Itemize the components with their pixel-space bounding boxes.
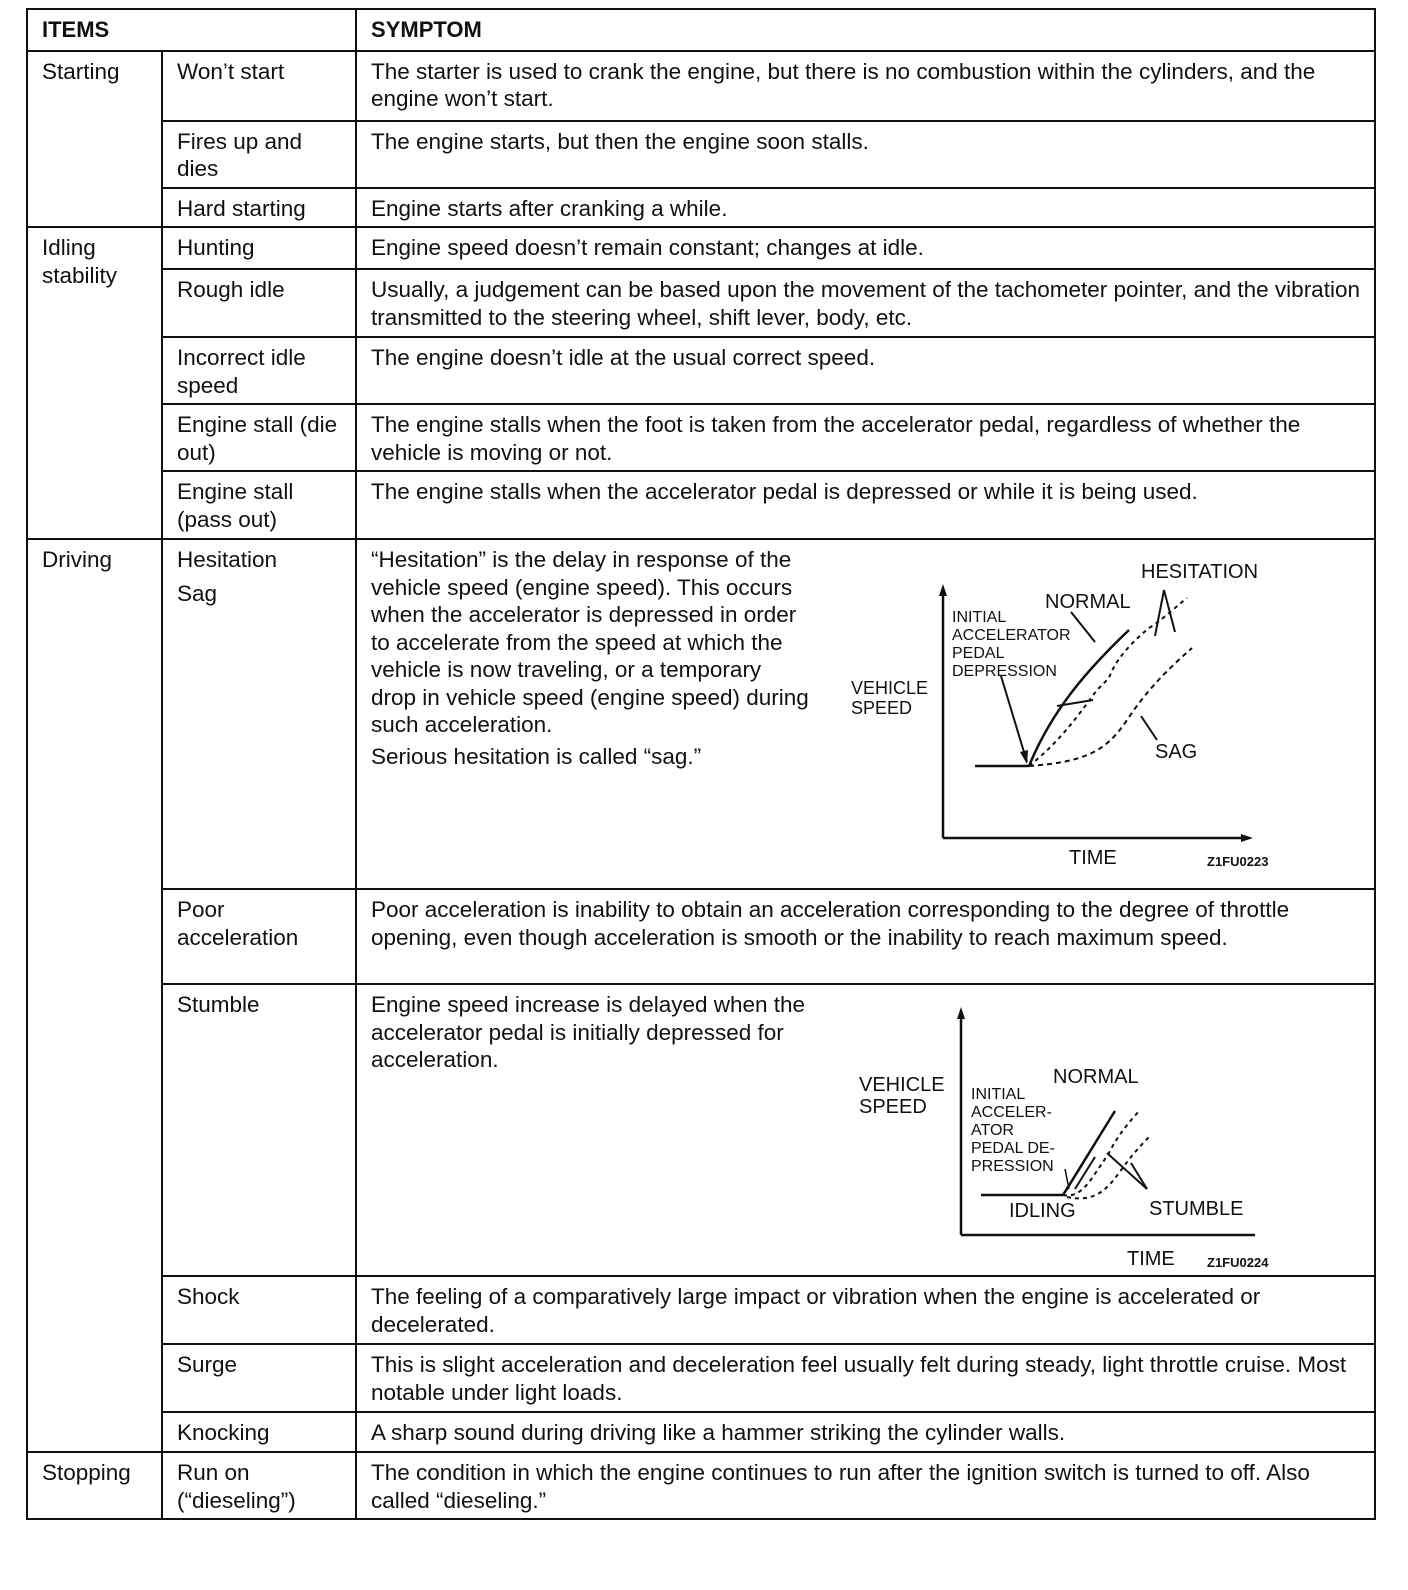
label-initial-1: INITIAL (971, 1086, 1026, 1103)
label-initial-3: ATOR (971, 1122, 1014, 1139)
stumble-curve-1 (1063, 1111, 1139, 1196)
symptom-engine-stall-pass-out: The engine stalls when the accelerator pedal is depressed or while it is being used. (356, 471, 1375, 539)
label-speed: SPEED (859, 1096, 927, 1118)
item-surge: Surge (162, 1344, 356, 1412)
symptom-knocking: A sharp sound during driving like a hammer striking the cylinder walls. (356, 1412, 1375, 1452)
hesitation-pointer-2 (1164, 590, 1175, 632)
x-axis-arrow (1241, 834, 1253, 842)
item-engine-stall-pass-out: Engine stall (pass out) (162, 471, 356, 539)
item-sag: Sag (177, 580, 218, 606)
header-symptom: SYMPTOM (356, 9, 1375, 51)
label-vehicle: VEHICLE (859, 1074, 945, 1096)
item-knocking: Knocking (162, 1412, 356, 1452)
y-axis-arrow (939, 584, 947, 596)
symptom-run-on: The condition in which the engine continues to run after the ignition switch is turned to off. Also called “dieseling.” (356, 1452, 1375, 1519)
item-fires-up-and-dies: Fires up and dies (162, 121, 356, 188)
symptom-wont-start: The starter is used to crank the engine, but there is no combustion within the cylinders, and the engine won’t start. (356, 51, 1375, 121)
label-initial-5: PRESSION (971, 1158, 1054, 1175)
item-hesitation: Hesitation (177, 547, 278, 572)
initial-pointer (1065, 1169, 1069, 1189)
symptom-engine-stall-die-out: The engine stalls when the foot is taken from the accelerator pedal, regardless of whether the vehicle is moving or not. (356, 404, 1375, 471)
symptom-surge: This is slight acceleration and deceleration feel usually felt during steady, light throttle cruise. Most notable under light loads. (356, 1344, 1375, 1412)
symptom-table (26, 8, 1376, 1520)
hesitation-graph (847, 550, 1291, 880)
label-idling: IDLING (1009, 1200, 1076, 1222)
label-hesitation: HESITATION (1141, 561, 1259, 583)
category-idling-stability: Idling stability (27, 227, 162, 539)
label-speed: SPEED (851, 698, 913, 718)
y-axis-arrow (957, 1007, 965, 1019)
stumble-graph (847, 1003, 1291, 1273)
label-initial-3: PEDAL (952, 645, 1005, 662)
label-time: TIME (1069, 847, 1117, 869)
symptom-sag-text: Serious hesitation is called “sag.” (371, 743, 702, 769)
item-rough-idle: Rough idle (162, 269, 356, 337)
item-run-on: Run on (“dieseling”) (162, 1452, 356, 1519)
label-initial-2: ACCELERATOR (952, 627, 1071, 644)
symptom-hunting: Engine speed doesn’t remain constant; changes at idle. (356, 227, 1375, 269)
label-time: TIME (1127, 1248, 1175, 1270)
label-initial-2: ACCELER- (971, 1104, 1052, 1121)
symptom-shock: The feeling of a comparatively large impact or vibration when the engine is accelerated or decelerated. (356, 1276, 1375, 1344)
item-hunting: Hunting (162, 227, 356, 269)
item-shock: Shock (162, 1276, 356, 1344)
symptom-stumble-text: Engine speed increase is delayed when the accelerator pedal is initially depressed for acceleration. (371, 992, 806, 1072)
item-stumble: Stumble (162, 984, 356, 1276)
symptom-hesitation-text: “Hesitation” is the delay in response of the vehicle speed (engine speed). This occurs when the accelerator is depressed in order to accelerate from the speed at which the vehicle is now traveling, or a temporary drop in vehicle speed (engine speed) during such acceleration. (371, 547, 809, 737)
category-starting: Starting (27, 51, 162, 228)
category-stopping: Stopping (27, 1452, 162, 1519)
label-initial-4: PEDAL DE- (971, 1140, 1055, 1157)
symptom-fires-up-and-dies: The engine starts, but then the engine soon stalls. (356, 121, 1375, 188)
item-incorrect-idle-speed: Incorrect idle speed (162, 337, 356, 404)
figure-code: Z1FU0223 (1207, 854, 1269, 869)
label-initial-4: DEPRESSION (952, 663, 1057, 680)
symptom-hard-starting: Engine starts after cranking a while. (356, 188, 1375, 228)
header-items: ITEMS (27, 9, 356, 51)
item-hesitation-sag (162, 539, 356, 889)
figure-code: Z1FU0224 (1207, 1255, 1269, 1270)
label-sag: SAG (1155, 741, 1198, 763)
symptom-stumble (356, 984, 1375, 1276)
label-vehicle: VEHICLE (851, 678, 929, 698)
stumble-pointer-1 (1107, 1153, 1147, 1189)
item-engine-stall-die-out: Engine stall (die out) (162, 404, 356, 471)
label-normal: NORMAL (1045, 591, 1131, 613)
symptom-poor-acceleration: Poor acceleration is inability to obtain an acceleration corresponding to the degree of throttle opening, even though acceleration is smooth or the inability to reach maximum speed. (356, 889, 1375, 984)
symptom-incorrect-idle-speed: The engine doesn’t idle at the usual correct speed. (356, 337, 1375, 404)
symptom-hesitation (356, 539, 1375, 889)
sag-pointer (1141, 716, 1157, 740)
item-poor-acceleration: Poor acceleration (162, 889, 356, 984)
normal-curve (1029, 630, 1129, 766)
item-hard-starting: Hard starting (162, 188, 356, 228)
label-initial-1: INITIAL (952, 609, 1007, 626)
label-normal: NORMAL (1053, 1066, 1139, 1088)
label-stumble: STUMBLE (1149, 1198, 1244, 1220)
normal-pointer (1071, 612, 1095, 642)
hesitation-pointer-1 (1155, 590, 1164, 636)
category-driving: Driving (27, 539, 162, 1452)
initial-pointer-head (1020, 750, 1028, 764)
initial-pointer (1001, 676, 1027, 762)
item-wont-start: Won’t start (162, 51, 356, 121)
symptom-rough-idle: Usually, a judgement can be based upon the movement of the tachometer pointer, and the vibration transmitted to the steering wheel, shift lever, body, etc. (356, 269, 1375, 337)
